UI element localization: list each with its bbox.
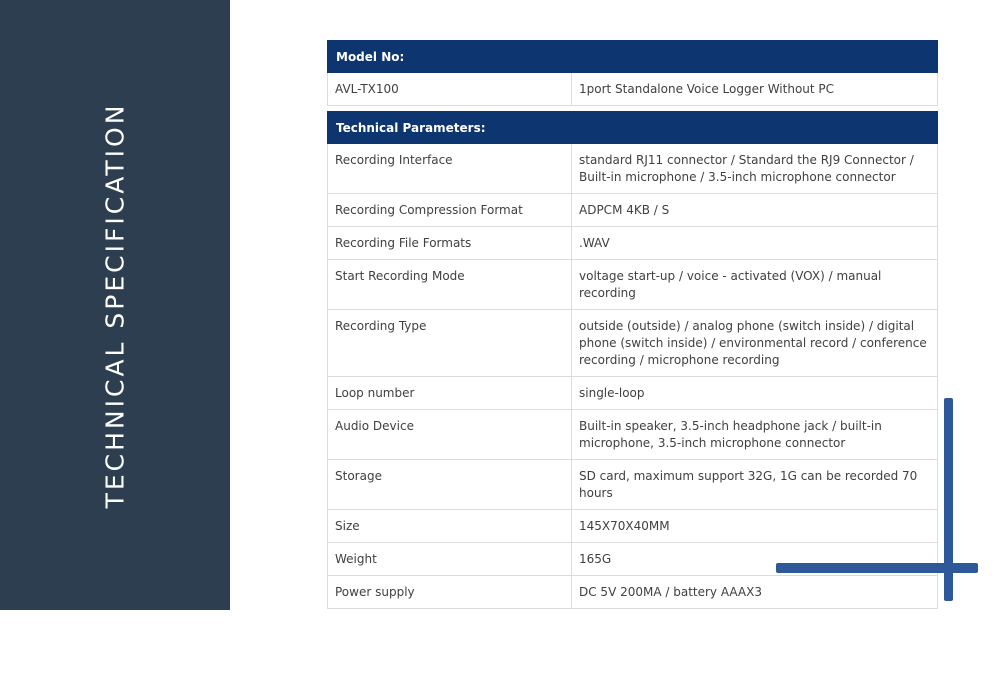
- param-value: ADPCM 4KB / S: [572, 194, 938, 227]
- table-row: [328, 310, 938, 377]
- param-label: Audio Device: [328, 410, 572, 460]
- param-label: Size: [328, 510, 572, 543]
- table-row: [328, 144, 938, 194]
- param-value: outside (outside) / analog phone (switch inside) / digital phone (switch inside) / environmental record / conference recording / microphone recording: [572, 310, 938, 377]
- decorative-horizontal-bar: [776, 563, 978, 573]
- side-title-wrapper: [0, 0, 230, 610]
- model-number: AVL-TX100: [328, 73, 572, 106]
- param-value: DC 5V 200MA / battery AAAX3: [572, 576, 938, 609]
- model-description: 1port Standalone Voice Logger Without PC: [572, 73, 938, 106]
- param-value: standard RJ11 connector / Standard the RJ9 Connector / Built-in microphone / 3.5-inch microphone connector: [572, 144, 938, 194]
- table-row: [328, 460, 938, 510]
- table-row: [328, 377, 938, 410]
- model-table-header-row: [328, 41, 938, 73]
- param-label: Power supply: [328, 576, 572, 609]
- param-label: Recording Type: [328, 310, 572, 377]
- param-value: voltage start-up / voice - activated (VOX) / manual recording: [572, 260, 938, 310]
- param-label: Recording Compression Format: [328, 194, 572, 227]
- param-value: SD card, maximum support 32G, 1G can be recorded 70 hours: [572, 460, 938, 510]
- table-row: [328, 227, 938, 260]
- params-table-header: Technical Parameters:: [328, 112, 938, 144]
- param-value: .WAV: [572, 227, 938, 260]
- table-row: [328, 510, 938, 543]
- param-value: 165G: [572, 543, 938, 576]
- model-table: [327, 40, 938, 106]
- param-value: 145X70X40MM: [572, 510, 938, 543]
- params-table: [327, 111, 938, 609]
- param-label: Recording Interface: [328, 144, 572, 194]
- table-row: [328, 260, 938, 310]
- table-row: [328, 410, 938, 460]
- param-label: Storage: [328, 460, 572, 510]
- table-row: [328, 194, 938, 227]
- param-label: Weight: [328, 543, 572, 576]
- param-value: Built-in speaker, 3.5-inch headphone jack / built-in microphone, 3.5-inch microphone connector: [572, 410, 938, 460]
- model-table-header: Model No:: [328, 41, 938, 73]
- param-label: Start Recording Mode: [328, 260, 572, 310]
- param-label: Loop number: [328, 377, 572, 410]
- model-row: [328, 73, 938, 106]
- table-row: [328, 576, 938, 609]
- params-table-header-row: [328, 112, 938, 144]
- param-value: single-loop: [572, 377, 938, 410]
- param-label: Recording File Formats: [328, 227, 572, 260]
- side-title: TECHNICAL SPECIFICATION: [100, 102, 130, 508]
